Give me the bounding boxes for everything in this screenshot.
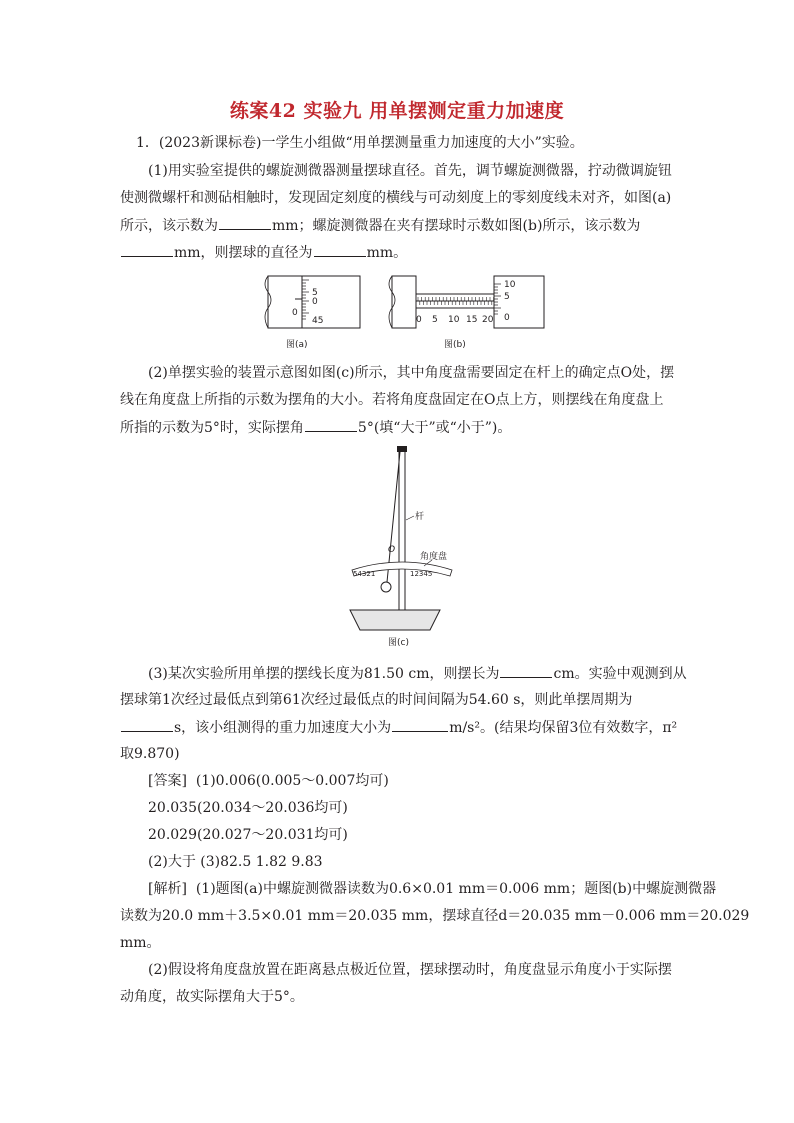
part3-line4: 取9.870) — [120, 746, 180, 762]
part3-text-b: cm。实验中观测到从 — [553, 666, 687, 682]
part1-line4 — [120, 243, 676, 262]
question-stem: 1．(2023新课标卷)一学生小组做“用单摆测量重力加速度的大小”实验。 — [136, 135, 584, 151]
answer-blank-2[interactable] — [121, 243, 173, 257]
fig-a-zero: 0 — [292, 308, 298, 318]
answer-line2: 20.035(20.034～20.036均可) — [148, 800, 348, 816]
answer-line1 — [148, 772, 676, 790]
figure-b-micrometer — [386, 268, 550, 354]
analysis-line4: (2)假设将角度盘放置在距离悬点极近位置，摆球摆动时，角度盘显示角度小于实际摆 — [148, 962, 672, 978]
part1-text-d: mm。 — [366, 245, 408, 261]
part1-line1: (1)用实验室提供的螺旋测微器测量摆球直径。首先，调节螺旋测微器，拧动微调旋钮 — [148, 163, 672, 179]
part1-text-a: 所示，该示数为 — [120, 218, 218, 234]
part3-line2: 摆球第1次经过最低点到第61次经过最低点的时间间隔为54.60 s，则此单摆周期为 — [120, 692, 633, 708]
fig-b-main-5: 5 — [432, 315, 438, 325]
fig-b-main-0: 0 — [416, 315, 422, 325]
part1-text-c: mm，则摆球的直径为 — [174, 245, 313, 261]
part3-line1 — [148, 664, 687, 683]
answer-text-1: (1)0.006(0.005～0.007均可) — [195, 773, 389, 789]
dial-label: 角度盘 — [420, 552, 448, 562]
part2-line2: 线在角度盘上所指的示数为摆角的大小。若将角度盘固定在O点上方，则摆线在角度盘上 — [120, 392, 664, 408]
answer-blank-4[interactable] — [305, 418, 357, 432]
analysis-line2: 读数为20.0 mm＋3.5×0.01 mm＝20.035 mm，摆球直径d＝20.035 mm－0.006 mm＝20.029 — [120, 908, 750, 924]
answer-blank-6[interactable] — [121, 718, 173, 732]
fig-a-tick-5: 5 — [312, 288, 318, 298]
fig-b-main-10: 10 — [448, 315, 460, 325]
figure-c-pendulum — [340, 442, 460, 650]
part2-text-a: 所指的示数为5°时，实际摆角 — [120, 420, 304, 436]
dial-left-numbers: 54321 — [353, 570, 376, 578]
part2-text-b: 5°(填“大于”或“小于”)。 — [357, 420, 512, 436]
fig-b-thimble-0: 0 — [504, 313, 510, 323]
answer-blank-7[interactable] — [392, 718, 448, 732]
fig-a-caption: 图(a) — [286, 340, 308, 350]
part2-line3 — [120, 418, 676, 437]
part3-line3 — [120, 718, 676, 737]
part2-line1: (2)单摆实验的装置示意图如图(c)所示，其中角度盘需要固定在杆上的确定点O处，摆 — [148, 365, 675, 381]
dial-right-numbers: 12345 — [410, 570, 433, 578]
analysis-line3: mm。 — [120, 935, 161, 951]
answer-tag: [答案] — [148, 773, 187, 789]
part3-text-c: s，该小组测得的重力加速度大小为 — [174, 720, 392, 736]
fig-a-tick-0: 0 — [312, 297, 318, 307]
fig-c-caption: 图(c) — [388, 638, 409, 648]
figure-a-micrometer — [262, 268, 366, 354]
answer-blank-5[interactable] — [500, 664, 552, 678]
analysis-tag: [解析] — [148, 881, 187, 897]
analysis-line1 — [148, 880, 717, 898]
analysis-text-1: (1)题图(a)中螺旋测微器读数为0.6×0.01 mm＝0.006 mm；题图(b)中螺旋测微器 — [195, 881, 717, 897]
fig-b-thimble-5: 5 — [504, 292, 510, 302]
fig-b-thimble-10: 10 — [504, 280, 516, 290]
part3-text-a: (3)某次实验所用单摆的摆线长度为81.50 cm，则摆长为 — [148, 666, 500, 682]
answer-blank-1[interactable] — [219, 216, 271, 230]
answer-blank-3[interactable] — [314, 243, 366, 257]
page-title: 练案42 实验九 用单摆测定重力加速度 — [229, 100, 565, 122]
rod-label: 杆 — [415, 512, 425, 522]
fig-a-tick-45: 45 — [312, 316, 324, 326]
point-o-label: O — [388, 545, 396, 555]
fig-b-main-20: 20 — [482, 315, 494, 325]
answer-line4: (2)大于 (3)82.5 1.82 9.83 — [148, 854, 323, 870]
fig-b-main-15: 15 — [466, 315, 478, 325]
part1-text-b: mm；螺旋测微器在夹有摆球时示数如图(b)所示，该示数为 — [272, 218, 641, 234]
part3-text-d: m/s²。(结果均保留3位有效数字，π² — [449, 720, 678, 736]
answer-line3: 20.029(20.027～20.031均可) — [148, 827, 348, 843]
fig-b-caption: 图(b) — [444, 340, 466, 350]
analysis-line5: 动角度，故实际摆角大于5°。 — [120, 989, 304, 1005]
part1-line3 — [120, 216, 676, 235]
part1-line2: 使测微螺杆和测砧相触时，发现固定刻度的横线与可动刻度上的零刻度线未对齐，如图(a) — [120, 190, 672, 206]
